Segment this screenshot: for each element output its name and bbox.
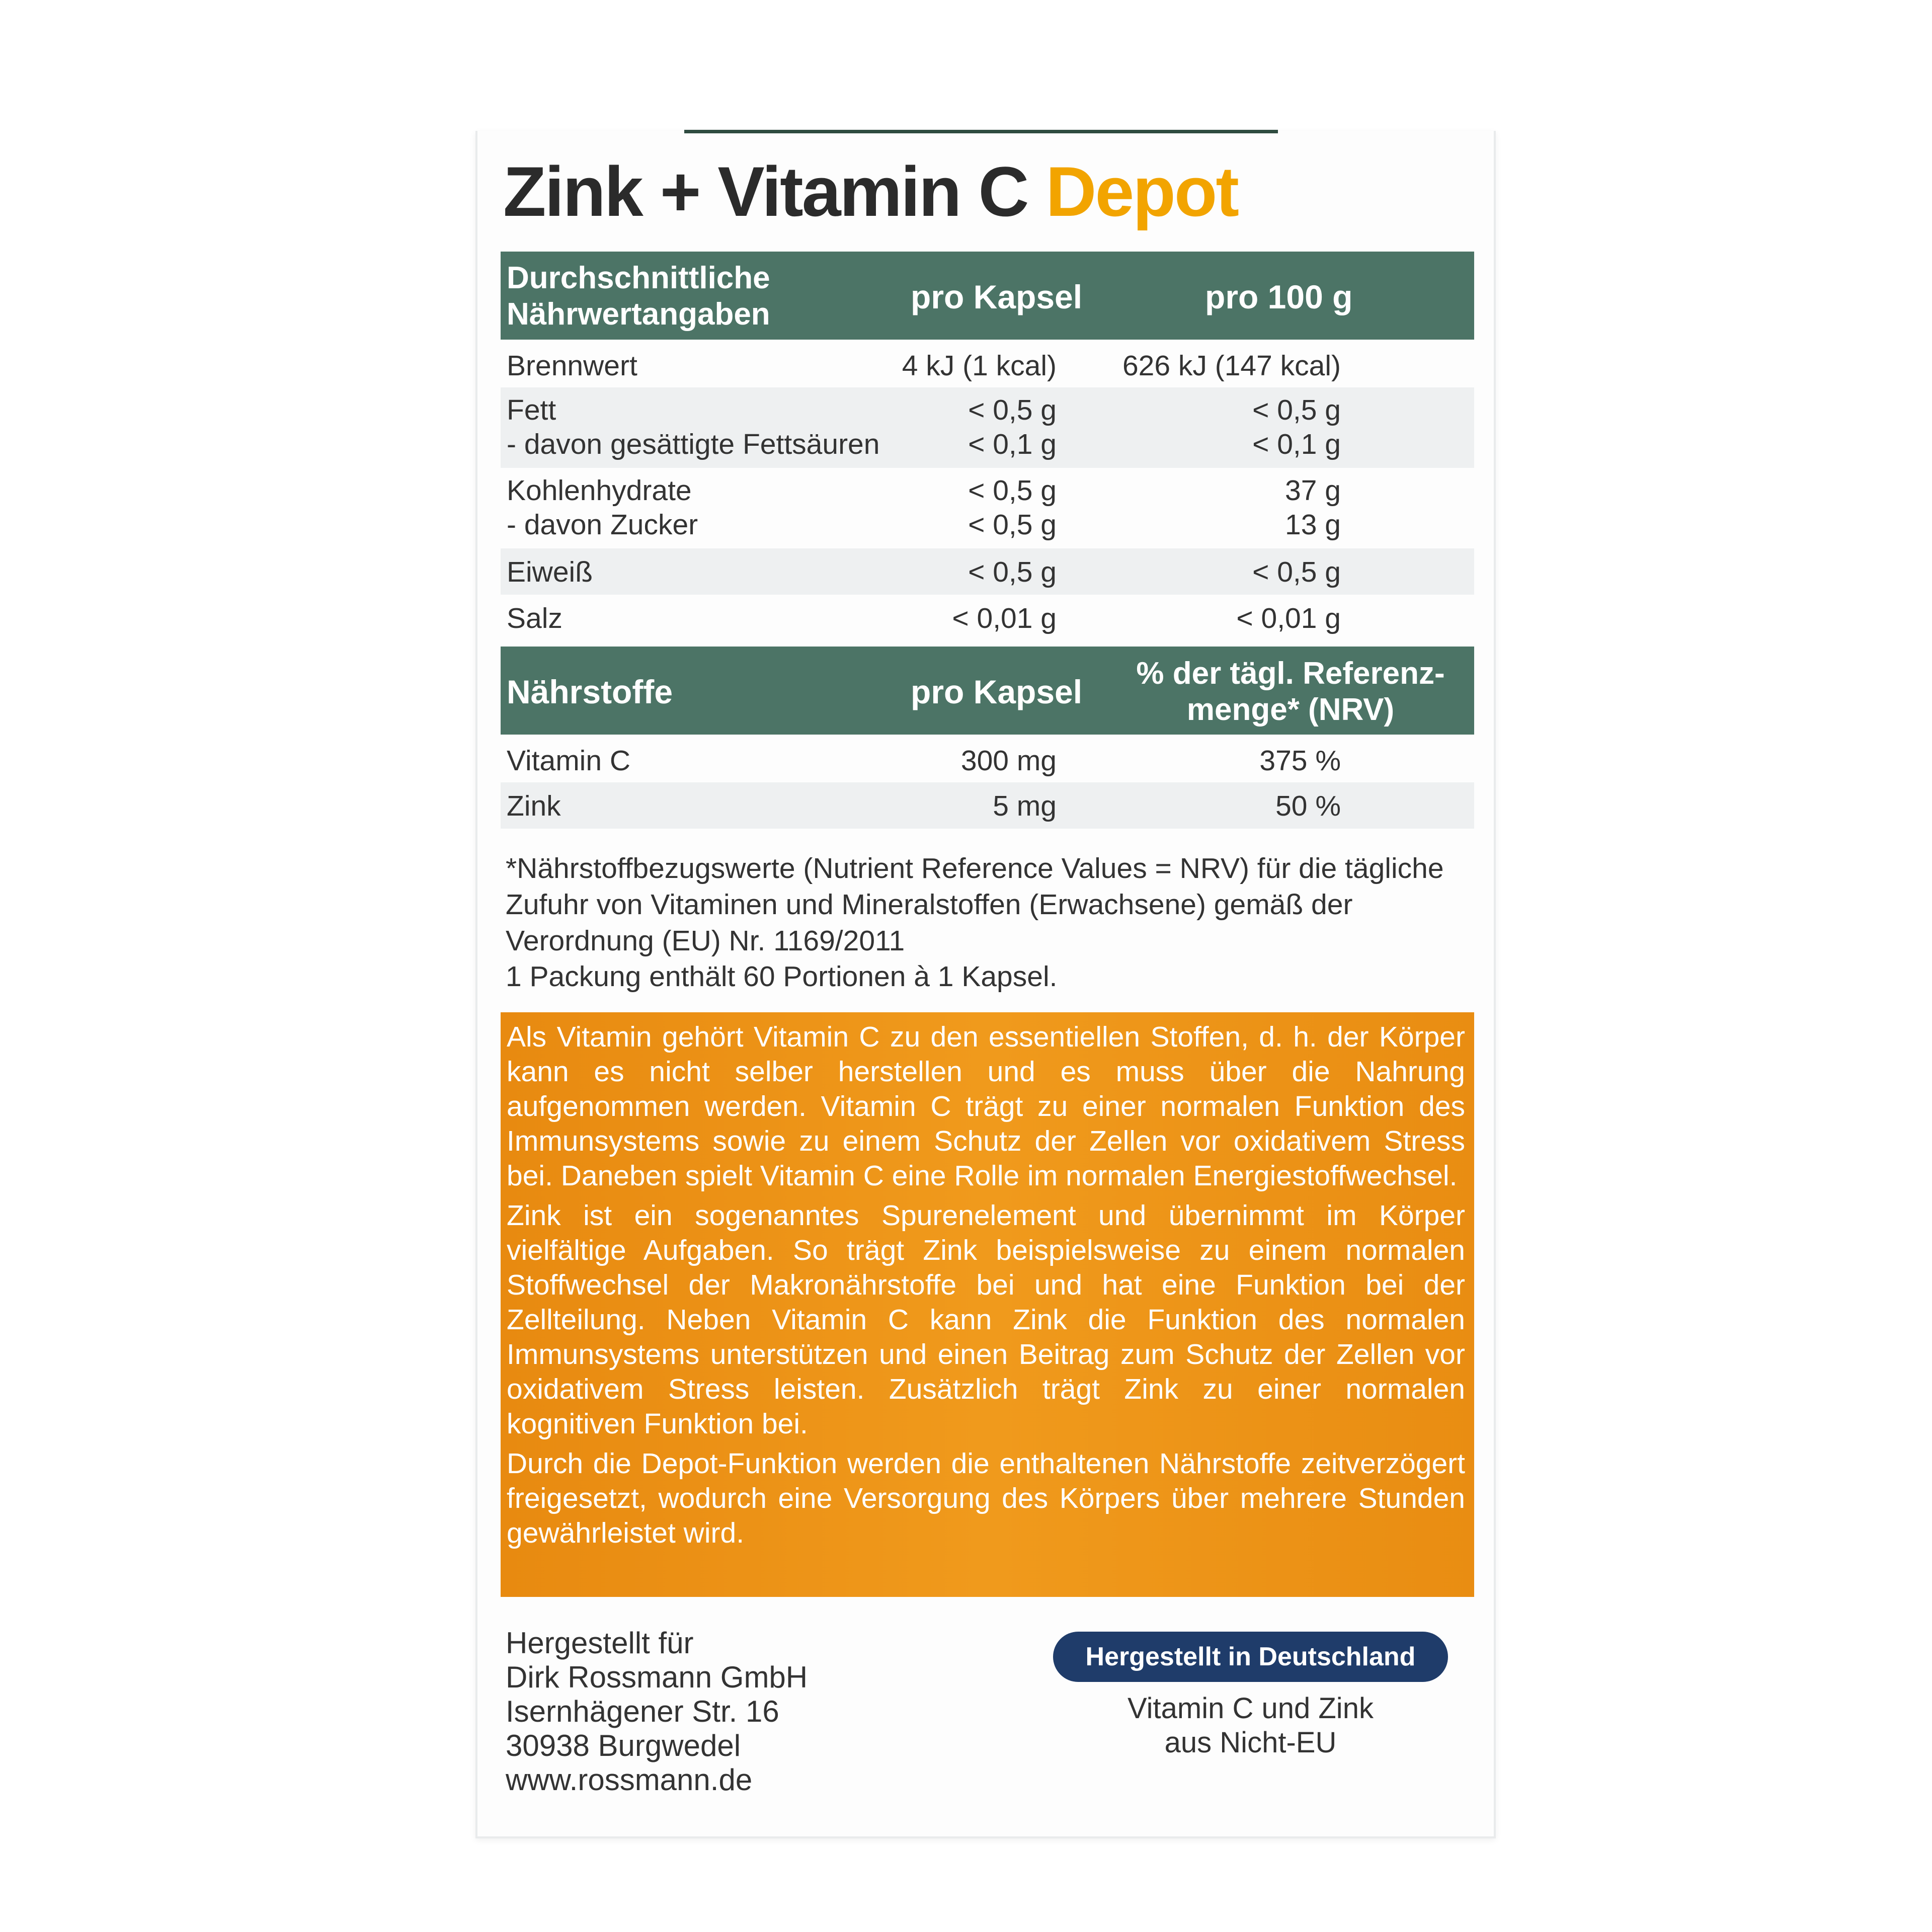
- nutrition-table-header: [501, 252, 1474, 340]
- nutrition-row-kohlenhydrate: Kohlenhydrate < 0,5 g 37 g - davon Zucker < 0,5 g 13 g: [507, 474, 1341, 541]
- nutrition-row-eiweiss: Eiweiß < 0,5 g < 0,5 g: [501, 548, 1474, 595]
- ingredient-origin: Vitamin C und Zink aus Nicht-EU: [1128, 1692, 1374, 1759]
- nutrition-row-fett: Fett < 0,5 g < 0,5 g - davon gesättigte Fettsäuren < 0,1 g < 0,1 g: [501, 387, 1474, 468]
- nutrition-header-col2: pro 100 g: [1205, 278, 1353, 315]
- info-text-box: [501, 1012, 1474, 1597]
- info-paragraph-depot: Durch die Depot-Funktion werden die enthaltenen Nährstoffe zeitverzögert freigesetzt, wodurch eine Versorgung des Körpers über mehrere Stunden gewährleistet wird.: [507, 1447, 1465, 1549]
- nutrition-header-col1: pro Kapsel: [911, 278, 1083, 315]
- info-paragraph-vitamin-c: Als Vitamin gehört Vitamin C zu den essentiellen Stoffen, d. h. der Körper kann es nicht selber herstellen und es muss über die Nahrung aufgenommen werden. Vitamin C trägt zu einer normalen Funktion des Immunsystems sowie zu einem Schutz der Zellen vor oxidativem Stress bei. Daneben spielt Vitamin C eine Rolle im normalen Energiestoffwechsel.: [507, 1021, 1465, 1192]
- nutrition-row-salz: Salz < 0,01 g < 0,01 g: [507, 602, 1341, 634]
- nutrients-header-col1: pro Kapsel: [911, 673, 1083, 710]
- product-title: [503, 151, 1238, 232]
- made-in-germany-badge: Hergestellt in Deutschland: [1053, 1632, 1448, 1682]
- nutrients-row-zink: Zink 5 mg 50 %: [501, 782, 1474, 829]
- top-accent-strip: [684, 130, 1278, 133]
- title-depot: Depot: [1045, 152, 1238, 231]
- manufacturer-address: Hergestellt für Dirk Rossmann GmbH Isernhägener Str. 16 30938 Burgwedel www.rossmann.de: [506, 1626, 808, 1797]
- nutrients-row-vitamin-c: Vitamin C 300 mg 375 %: [507, 745, 1341, 777]
- nutrition-header-label: Durchschnittliche Nährwertangaben: [507, 261, 770, 332]
- manufacturer-website: www.rossmann.de: [506, 1763, 753, 1797]
- pack-info: 1 Packung enthält 60 Portionen à 1 Kapsel.: [506, 960, 1058, 993]
- nutrition-row-brennwert: Brennwert 4 kJ (1 kcal) 626 kJ (147 kcal): [507, 350, 1341, 382]
- nutrients-header-col2: % der tägl. Referenz- menge* (NRV): [1136, 656, 1445, 727]
- nutrients-header-label: Nährstoffe: [507, 673, 673, 710]
- nrv-footnote: *Nährstoffbezugswerte (Nutrient Reference Values = NRV) für die tägliche Zufuhr von Vitaminen und Mineralstoffen (Erwachsene) gemäß der Verordnung (EU) Nr. 1169/2011: [506, 852, 1444, 957]
- title-main: Zink + Vitamin C: [503, 152, 1028, 231]
- info-paragraph-zink: Zink ist ein sogenanntes Spurenelement und übernimmt im Körper vielfältige Aufgaben. So trägt Zink beispielsweise zu einem normalen Stoffwechsel der Makronährstoffe bei und hat eine Funktion bei der Zellteilung. Neben Vitamin C kann Zink die Funktion des normalen Immunsystems unterstützen und einen Beitrag zum Schutz der Zellen vor oxidativem Stress leisten. Zusätzlich trägt Zink zu einer normalen kognitiven Funktion bei.: [507, 1199, 1465, 1440]
- nutrients-table-header: [501, 647, 1474, 735]
